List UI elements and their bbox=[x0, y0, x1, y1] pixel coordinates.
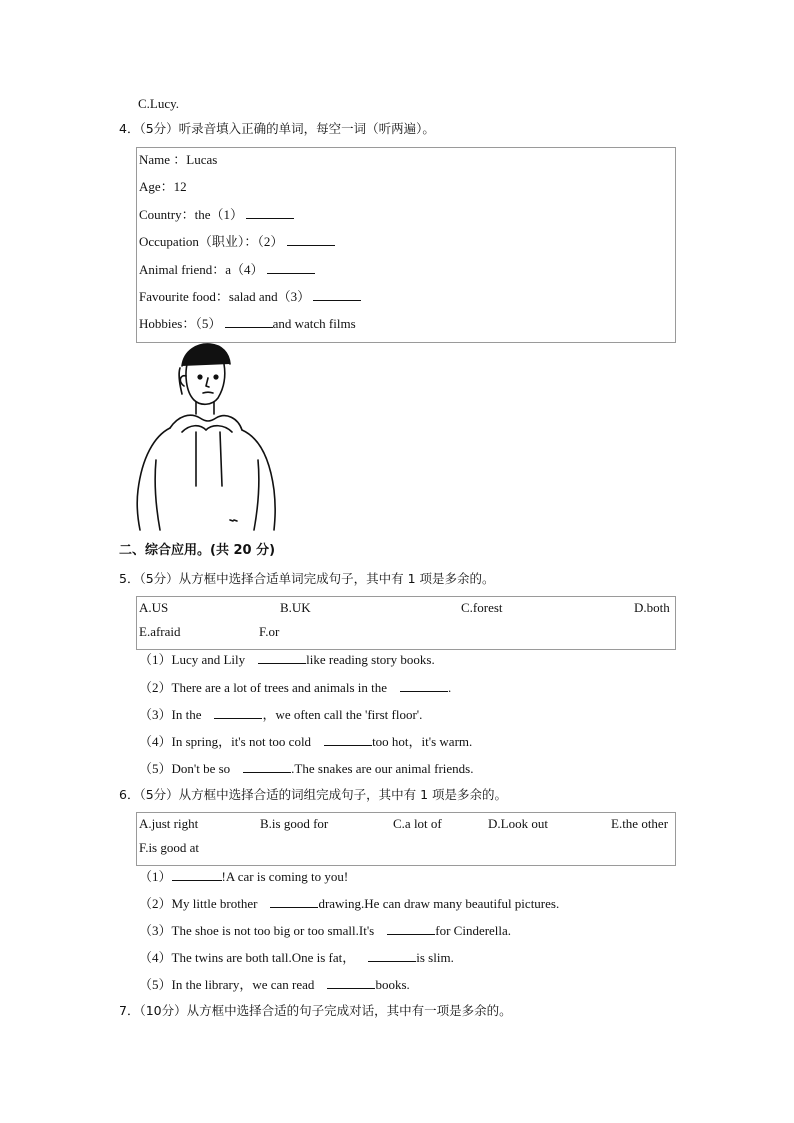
q5-item-2: （2）There are a lot of trees and animals in the . bbox=[139, 680, 452, 695]
q5-item-5: （5）Don't be so .The snakes are our animal friends. bbox=[139, 761, 474, 776]
q5-option-f: F.or bbox=[259, 624, 280, 639]
answer-blank[interactable] bbox=[267, 261, 315, 274]
q7-title: 7．（10分）从方框中选择合适的句子完成对话，其中有一项是多余的。 bbox=[119, 1003, 512, 1018]
answer-blank[interactable] bbox=[172, 868, 222, 881]
q5-item-1: （1）Lucy and Lily like reading story books. bbox=[139, 652, 435, 667]
answer-blank[interactable] bbox=[327, 976, 375, 989]
q5-option-e: E.afraid bbox=[139, 624, 181, 639]
q6-option-d: D.Look out bbox=[488, 816, 548, 831]
answer-blank[interactable] bbox=[243, 760, 291, 773]
answer-blank[interactable] bbox=[324, 733, 372, 746]
q4-row-animal-friend: Animal friend：a（4） bbox=[139, 261, 315, 278]
q5-option-d: D.both bbox=[634, 600, 670, 615]
q4-row-occupation: Occupation（职业）：（2） bbox=[139, 233, 335, 250]
q4-row-age: Age：12 bbox=[139, 179, 187, 194]
answer-blank[interactable] bbox=[400, 679, 448, 692]
answer-blank[interactable] bbox=[214, 706, 262, 719]
q6-option-c: C.a lot of bbox=[393, 816, 442, 831]
q5-item-4: （4）In spring，it's not too cold too hot，it's warm. bbox=[139, 734, 473, 749]
q5-option-a: A.US bbox=[139, 600, 169, 615]
q6-item-5: （5）In the library，we can read books. bbox=[139, 977, 410, 992]
boy-illustration bbox=[134, 340, 280, 532]
q6-option-a: A.just right bbox=[139, 816, 199, 831]
q6-title: 6．（5分）从方框中选择合适的词组完成句子，其中有 1 项是多余的。 bbox=[119, 787, 508, 802]
q4-row-country: Country：the（1） bbox=[139, 206, 294, 223]
q5-word-box bbox=[136, 596, 676, 650]
q5-item-3: （3）In the ，we often call the 'first floor'. bbox=[139, 707, 423, 722]
q4-title: 4．（5分）听录音填入正确的单词，每空一词（听两遍）。 bbox=[119, 121, 435, 136]
answer-blank[interactable] bbox=[368, 949, 416, 962]
answer-blank[interactable] bbox=[287, 233, 335, 246]
answer-blank[interactable] bbox=[246, 206, 294, 219]
q3-option-c: C.Lucy. bbox=[138, 96, 180, 111]
q6-option-e: E.the other bbox=[611, 816, 669, 831]
q4-row-name: Name ：Lucas bbox=[139, 152, 218, 167]
q4-row-favourite-food: Favourite food：salad and（3） bbox=[139, 288, 361, 305]
section-2-title: 二、综合应用。(共 20 分) bbox=[119, 543, 276, 558]
answer-blank[interactable] bbox=[225, 315, 273, 328]
q4-row-hobbies: Hobbies：（5） and watch films bbox=[139, 316, 356, 331]
q6-item-1: （1） !A car is coming to you! bbox=[139, 869, 349, 884]
q6-option-b: B.is good for bbox=[260, 816, 329, 831]
q6-item-4: （4）The twins are both tall.One is fat， is slim. bbox=[139, 950, 454, 965]
q5-option-b: B.UK bbox=[280, 600, 311, 615]
q6-option-f: F.is good at bbox=[139, 840, 199, 855]
answer-blank[interactable] bbox=[387, 922, 435, 935]
answer-blank[interactable] bbox=[270, 895, 318, 908]
q5-option-c: C.forest bbox=[461, 600, 503, 615]
q5-title: 5．（5分）从方框中选择合适单词完成句子，其中有 1 项是多余的。 bbox=[119, 571, 495, 586]
answer-blank[interactable] bbox=[313, 288, 361, 301]
answer-blank[interactable] bbox=[258, 651, 306, 664]
q6-item-3: （3）The shoe is not too big or too small.It's for Cinderella. bbox=[139, 923, 512, 938]
q6-item-2: （2）My little brother drawing.He can draw many beautiful pictures. bbox=[139, 896, 560, 911]
